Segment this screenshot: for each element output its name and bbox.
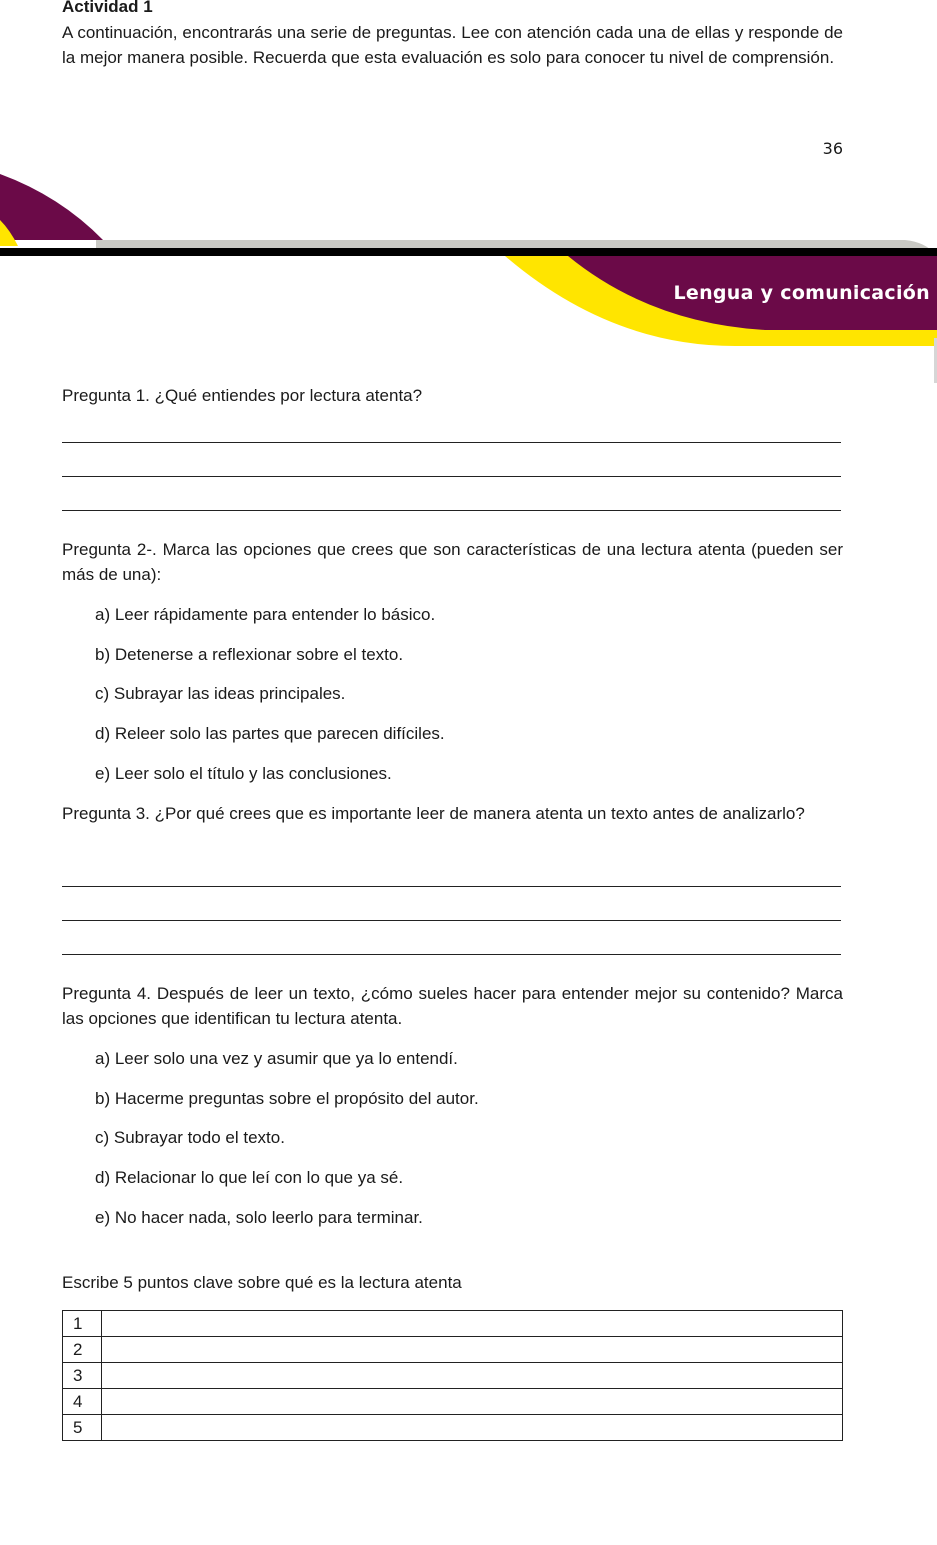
section-title: Lengua y comunicación: [673, 282, 930, 304]
table-row: [63, 1415, 843, 1441]
answer-line[interactable]: [62, 886, 841, 887]
instructions-paragraph: A continuación, encontrarás una serie de preguntas. Lee con atención cada una de ellas y responde de la mejor manera posible. Recuerda que esta evaluación es solo para conocer tu nivel de comprensión.: [62, 23, 843, 67]
answer-line[interactable]: [62, 476, 841, 477]
row-number: 4: [63, 1389, 102, 1415]
keypoints-table: [62, 1310, 843, 1441]
q4-option-c[interactable]: c) Subrayar todo el texto.: [95, 1128, 285, 1147]
answer-line[interactable]: [62, 954, 841, 955]
answer-cell[interactable]: [102, 1311, 843, 1337]
answer-cell[interactable]: [102, 1415, 843, 1441]
question-4: Pregunta 4. Después de leer un texto, ¿cómo sueles hacer para entender mejor su contenido? Marca las opciones que identifican tu lectura atenta.: [62, 984, 843, 1028]
answer-cell[interactable]: [102, 1363, 843, 1389]
q4-option-b[interactable]: b) Hacerme preguntas sobre el propósito del autor.: [95, 1089, 479, 1108]
answer-line[interactable]: [62, 920, 841, 921]
answer-line[interactable]: [62, 510, 841, 511]
q2-option-c[interactable]: c) Subrayar las ideas principales.: [95, 684, 346, 703]
page-number: 36: [822, 139, 843, 158]
question-2: Pregunta 2-. Marca las opciones que crees que son características de una lectura atenta (pueden ser más de una):: [62, 540, 843, 584]
q2-option-b[interactable]: b) Detenerse a reflexionar sobre el texto.: [95, 645, 404, 664]
q2-option-a[interactable]: a) Leer rápidamente para entender lo básico.: [95, 605, 436, 624]
q2-option-d[interactable]: d) Releer solo las partes que parecen difíciles.: [95, 724, 445, 743]
answer-line[interactable]: [62, 442, 841, 443]
question-1: Pregunta 1. ¿Qué entiendes por lectura atenta?: [62, 386, 423, 405]
table-row: [63, 1363, 843, 1389]
row-number: 1: [63, 1311, 102, 1337]
row-number: 2: [63, 1337, 102, 1363]
q4-option-a[interactable]: a) Leer solo una vez y asumir que ya lo entendí.: [95, 1049, 458, 1068]
activity-title: Actividad 1: [62, 0, 153, 16]
row-number: 5: [63, 1415, 102, 1441]
keypoints-prompt: Escribe 5 puntos clave sobre qué es la lectura atenta: [62, 1273, 462, 1292]
banner-purple-swoosh: [0, 174, 103, 240]
q2-option-e[interactable]: e) Leer solo el título y las conclusiones.: [95, 764, 392, 783]
q4-option-e[interactable]: e) No hacer nada, solo leerlo para terminar.: [95, 1208, 423, 1227]
table-row: [63, 1389, 843, 1415]
table-row: [63, 1337, 843, 1363]
q4-option-d[interactable]: d) Relacionar lo que leí con lo que ya sé.: [95, 1168, 404, 1187]
row-number: 3: [63, 1363, 102, 1389]
section-banner: [0, 168, 937, 383]
table-row: [63, 1311, 843, 1337]
answer-cell[interactable]: [102, 1389, 843, 1415]
answer-cell[interactable]: [102, 1337, 843, 1363]
banner-black-rule: [0, 248, 937, 256]
question-3: Pregunta 3. ¿Por qué crees que es importante leer de manera atenta un texto antes de analizarlo?: [62, 804, 805, 823]
